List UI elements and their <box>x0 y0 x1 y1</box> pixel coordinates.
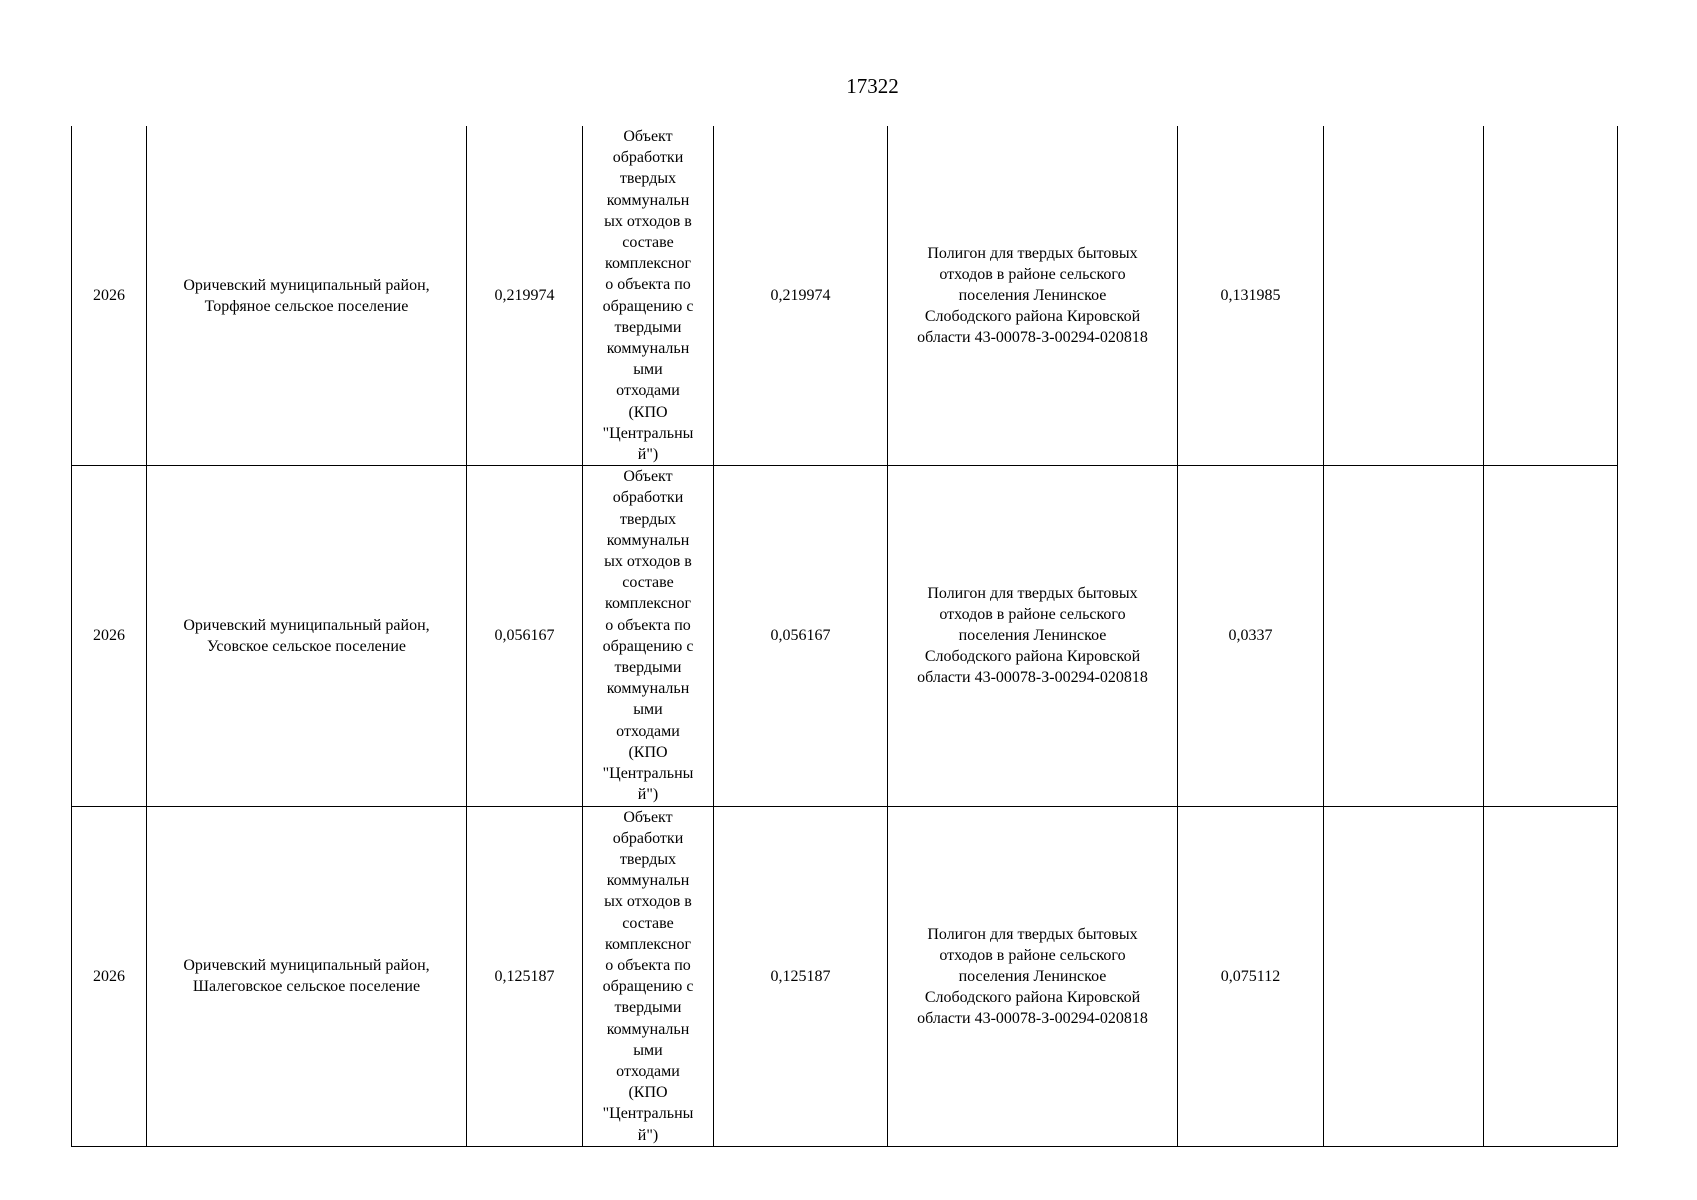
year-cell: 2026 <box>72 126 147 466</box>
table-row <box>72 806 1618 1146</box>
mass-disposed-cell: 0,0337 <box>1178 466 1324 806</box>
mass-treated-cell: 0,056167 <box>714 466 888 806</box>
treatment-object-cell: Объект обработки твердых коммунальн ых отходов в составе комплексног о объекта по обращению с твердыми коммунальн ыми отходами (КПО "Центральны й") <box>583 126 714 466</box>
mass-treated-cell: 0,219974 <box>714 126 888 466</box>
page-number: 17322 <box>846 74 899 98</box>
mass-generated-cell: 0,219974 <box>467 126 583 466</box>
empty-cell <box>1324 466 1484 806</box>
mass-treated-cell: 0,125187 <box>714 806 888 1146</box>
table-row <box>72 466 1618 806</box>
mass-disposed-cell: 0,075112 <box>1178 806 1324 1146</box>
empty-cell <box>1484 466 1618 806</box>
waste-flow-table <box>71 126 1618 1147</box>
empty-cell <box>1324 806 1484 1146</box>
table-row <box>72 126 1618 466</box>
year-cell: 2026 <box>72 806 147 1146</box>
empty-cell <box>1484 126 1618 466</box>
landfill-cell: Полигон для твердых бытовых отходов в районе сельского поселения Ленинское Слободского района Кировской области 43-00078-З-00294-020818 <box>888 126 1178 466</box>
territory-cell: Оричевский муниципальный район, Усовское сельское поселение <box>147 466 467 806</box>
treatment-object-cell: Объект обработки твердых коммунальн ых отходов в составе комплексног о объекта по обращению с твердыми коммунальн ыми отходами (КПО "Центральны й") <box>583 806 714 1146</box>
mass-generated-cell: 0,125187 <box>467 806 583 1146</box>
territory-cell: Оричевский муниципальный район, Шалеговское сельское поселение <box>147 806 467 1146</box>
mass-generated-cell: 0,056167 <box>467 466 583 806</box>
mass-disposed-cell: 0,131985 <box>1178 126 1324 466</box>
landfill-cell: Полигон для твердых бытовых отходов в районе сельского поселения Ленинское Слободского района Кировской области 43-00078-З-00294-020818 <box>888 466 1178 806</box>
territory-cell: Оричевский муниципальный район, Торфяное сельское поселение <box>147 126 467 466</box>
empty-cell <box>1324 126 1484 466</box>
treatment-object-cell: Объект обработки твердых коммунальн ых отходов в составе комплексног о объекта по обращению с твердыми коммунальн ыми отходами (КПО "Центральны й") <box>583 466 714 806</box>
landfill-cell: Полигон для твердых бытовых отходов в районе сельского поселения Ленинское Слободского района Кировской области 43-00078-З-00294-020818 <box>888 806 1178 1146</box>
empty-cell <box>1484 806 1618 1146</box>
year-cell: 2026 <box>72 466 147 806</box>
